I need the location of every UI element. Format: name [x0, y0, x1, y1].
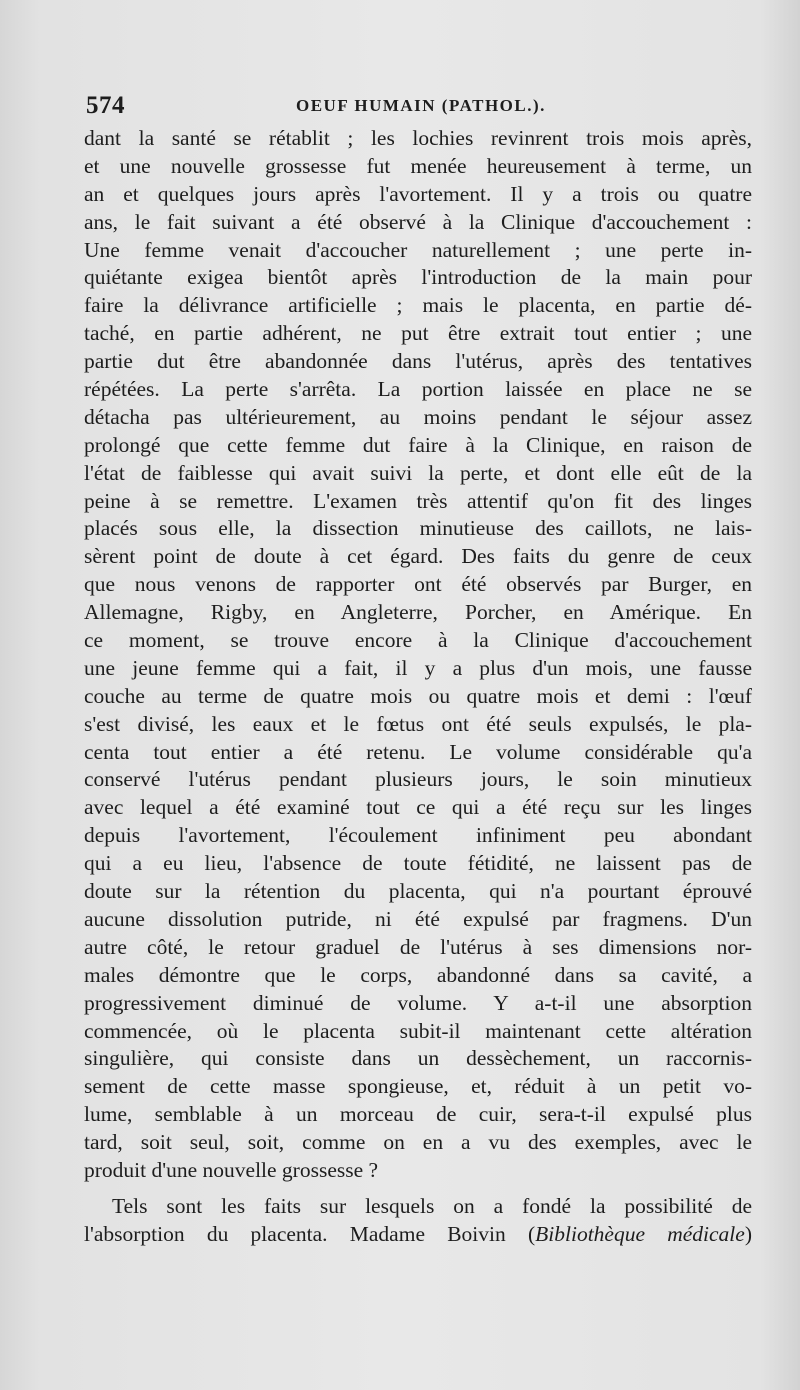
text-fragment: l'absorption du placenta. Madame Boivin ( — [84, 1221, 536, 1246]
text-line: faire la délivrance artificielle ; mais le placenta, en partie dé- — [84, 293, 752, 318]
text-line: que nous venons de rapporter ont été observés par Burger, en — [84, 572, 752, 597]
text-line: an et quelques jours après l'avortement. Il y a trois ou quatre — [84, 181, 752, 206]
text-line: taché, en partie adhérent, ne put être extrait tout entier ; une — [84, 321, 752, 346]
text-line: progressivement diminué de volume. Y a-t-il une absorption — [84, 990, 752, 1015]
text-line: doute sur la rétention du placenta, qui n'a pourtant éprouvé — [84, 879, 752, 904]
text-line: et une nouvelle grossesse fut menée heureusement à terme, un — [84, 153, 752, 178]
text-line: répétées. La perte s'arrêta. La portion laissée en place ne se — [84, 377, 752, 402]
text-line: qui a eu lieu, l'absence de toute fétidité, ne laissent pas de — [84, 851, 752, 876]
text-line: l'état de faiblesse qui avait suivi la perte, et dont elle eût de la — [84, 460, 752, 485]
text-line: Une femme venait d'accoucher naturellement ; une perte in- — [84, 237, 752, 262]
paragraph-1 — [84, 125, 752, 1185]
text-line: une jeune femme qui a fait, il y a plus d'un mois, une fausse — [84, 655, 752, 680]
text-line: Allemagne, Rigby, en Angleterre, Porcher, en Amérique. En — [84, 600, 752, 625]
paragraph-2 — [84, 1193, 752, 1249]
text-line: avec lequel a été examiné tout ce qui a été reçu sur les linges — [84, 795, 752, 820]
page-number: 574 — [86, 92, 125, 119]
text-line — [84, 1221, 752, 1249]
text-line: conservé l'utérus pendant plusieurs jours, le soin minutieux — [84, 767, 752, 792]
text-line: partie dut être abandonnée dans l'utérus, après des tentatives — [84, 349, 752, 374]
text-line: males démontre que le corps, abandonné dans sa cavité, a — [84, 962, 752, 987]
text-line: tard, soit seul, soit, comme on en a vu des exemples, avec le — [84, 1130, 752, 1155]
running-head: OEUF HUMAIN (PATHOL.). — [296, 96, 546, 115]
text-line: commencée, où le placenta subit-il maintenant cette altération — [84, 1018, 752, 1043]
text-line: placés sous elle, la dissection minutieuse des caillots, ne lais- — [84, 516, 752, 541]
text-line: depuis l'avortement, l'écoulement infiniment peu abondant — [84, 823, 752, 848]
text-line: autre côté, le retour graduel de l'utérus à ses dimensions nor- — [84, 934, 752, 959]
italic-title: Bibliothèque médicale — [535, 1221, 745, 1246]
text-line: ans, le fait suivant a été observé à la Clinique d'accouchement : — [84, 209, 752, 234]
text-line: Tels sont les faits sur lesquels on a fondé la possibilité de — [112, 1193, 752, 1218]
text-line: ce moment, se trouve encore à la Clinique d'accouchement — [84, 628, 752, 653]
text-line: sement de cette masse spongieuse, et, réduit à un petit vo- — [84, 1074, 752, 1099]
text-line: prolongé que cette femme dut faire à la Clinique, en raison de — [84, 432, 752, 457]
text-line: lume, semblable à un morceau de cuir, sera-t-il expulsé plus — [84, 1102, 752, 1127]
text-line: aucune dissolution putride, ni été expulsé par fragmens. D'un — [84, 906, 752, 931]
text-line: singulière, qui consiste dans un dessèchement, un raccornis- — [84, 1046, 752, 1071]
page-header — [86, 92, 750, 122]
text-line: détacha pas ultérieurement, au moins pendant le séjour assez — [84, 404, 752, 429]
body-text — [84, 125, 752, 1249]
text-line: peine à se remettre. L'examen très attentif qu'on fit des linges — [84, 488, 752, 513]
text-line: produit d'une nouvelle grossesse ? — [84, 1157, 379, 1182]
text-line: sèrent point de doute à cet égard. Des faits du genre de ceux — [84, 544, 752, 569]
text-line: quiétante exigea bientôt après l'introduction de la main pour — [84, 265, 752, 290]
text-line: s'est divisé, les eaux et le fœtus ont été seuls expulsés, le pla- — [84, 711, 752, 736]
text-line: couche au terme de quatre mois ou quatre mois et demi : l'œuf — [84, 683, 752, 708]
text-fragment: ) — [744, 1221, 752, 1246]
text-line: centa tout entier a été retenu. Le volume considérable qu'a — [84, 739, 752, 764]
text-line: dant la santé se rétablit ; les lochies revinrent trois mois après, — [84, 126, 752, 150]
